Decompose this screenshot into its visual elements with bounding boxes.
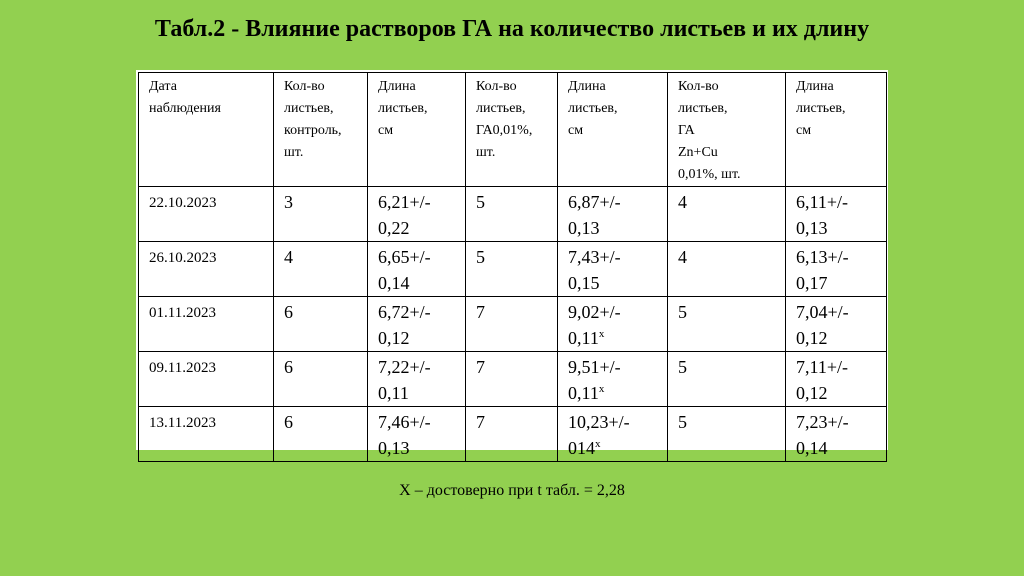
cell-control-length-value: 6,21+/- 0,22 <box>378 192 431 238</box>
header-control-length: Длина листьев, см <box>368 73 466 187</box>
table-row <box>139 352 887 407</box>
header-ga-length: Длина листьев, см <box>558 73 668 187</box>
cell-ga-count-value: 5 <box>476 247 485 267</box>
significance-mark: x <box>598 383 605 395</box>
cell-ga-length <box>558 352 668 407</box>
cell-ga-count-value: 7 <box>476 302 485 322</box>
cell-ga-count-value: 5 <box>476 192 485 212</box>
cell-control-count <box>274 352 368 407</box>
cell-zncu-length <box>786 187 887 242</box>
cell-control-length <box>368 297 466 352</box>
cell-date-value: 13.11.2023 <box>149 415 216 431</box>
cell-date-value: 26.10.2023 <box>149 250 217 266</box>
cell-control-length <box>368 242 466 297</box>
cell-control-count <box>274 187 368 242</box>
cell-ga-count <box>466 242 558 297</box>
cell-control-length-value: 7,46+/- 0,13 <box>378 412 431 458</box>
cell-ga-length-value: 9,51+/- 0,11 <box>568 357 621 403</box>
cell-date <box>139 352 274 407</box>
significance-mark: x <box>595 438 601 450</box>
slide-title: Табл.2 - Влияние растворов ГА на количество листьев и их длину <box>154 16 870 42</box>
cell-ga-length <box>558 187 668 242</box>
table-row <box>139 187 887 242</box>
cell-ga-length <box>558 297 668 352</box>
cell-ga-count-value: 7 <box>476 357 485 377</box>
cell-ga-count <box>466 352 558 407</box>
cell-control-length <box>368 187 466 242</box>
cell-ga-count <box>466 187 558 242</box>
cell-date-value: 09.11.2023 <box>149 360 216 376</box>
table-row <box>139 242 887 297</box>
cell-date <box>139 297 274 352</box>
cell-ga-length-value: 9,02+/- 0,11 <box>568 302 621 348</box>
cell-date <box>139 407 274 462</box>
cell-ga-length-value: 6,87+/- 0,13 <box>568 192 621 238</box>
table-row <box>139 407 887 462</box>
cell-zncu-count <box>668 187 786 242</box>
table-header-row <box>139 73 887 187</box>
cell-control-count-value: 6 <box>284 412 293 432</box>
cell-control-count-value: 3 <box>284 192 293 212</box>
cell-ga-length <box>558 242 668 297</box>
header-ga-count: Кол-во листьев, ГА0,01%, шт. <box>466 73 558 187</box>
cell-zncu-count <box>668 407 786 462</box>
cell-date-value: 01.11.2023 <box>149 305 216 321</box>
cell-zncu-length <box>786 407 887 462</box>
cell-zncu-length <box>786 242 887 297</box>
cell-zncu-length <box>786 297 887 352</box>
cell-control-count <box>274 242 368 297</box>
cell-zncu-count-value: 4 <box>678 192 687 212</box>
cell-date <box>139 242 274 297</box>
cell-zncu-length <box>786 352 887 407</box>
header-date: Дата наблюдения <box>139 73 274 187</box>
table-row <box>139 297 887 352</box>
cell-control-length-value: 6,65+/- 0,14 <box>378 247 431 293</box>
cell-control-length <box>368 352 466 407</box>
cell-control-length-value: 6,72+/- 0,12 <box>378 302 431 348</box>
cell-control-count <box>274 407 368 462</box>
cell-zncu-count <box>668 297 786 352</box>
cell-zncu-length-value: 7,04+/- 0,12 <box>796 302 849 348</box>
cell-ga-length-value: 7,43+/- 0,15 <box>568 247 621 293</box>
significance-mark: x <box>598 328 605 340</box>
cell-control-count-value: 6 <box>284 357 293 377</box>
cell-date <box>139 187 274 242</box>
cell-control-length-value: 7,22+/- 0,11 <box>378 357 431 403</box>
cell-zncu-count-value: 5 <box>678 412 687 432</box>
cell-zncu-count-value: 5 <box>678 302 687 322</box>
table-panel <box>136 70 888 458</box>
cell-zncu-length-value: 7,23+/- 0,14 <box>796 412 849 458</box>
results-table <box>138 72 887 462</box>
header-control-count: Кол-во листьев, контроль, шт. <box>274 73 368 187</box>
cell-ga-length <box>558 407 668 462</box>
cell-zncu-count <box>668 352 786 407</box>
cell-control-length <box>368 407 466 462</box>
cell-ga-count <box>466 297 558 352</box>
header-zncu-count: Кол-во листьев, ГА Zn+Cu 0,01%, шт. <box>668 73 786 187</box>
cell-zncu-length-value: 7,11+/- 0,12 <box>796 357 848 403</box>
cell-zncu-length-value: 6,11+/- 0,13 <box>796 192 848 238</box>
cell-control-count-value: 6 <box>284 302 293 322</box>
cell-control-count <box>274 297 368 352</box>
cell-zncu-count <box>668 242 786 297</box>
footnote: Х – достоверно при t табл. = 2,28 <box>399 482 625 499</box>
cell-zncu-count-value: 5 <box>678 357 687 377</box>
cell-ga-count-value: 7 <box>476 412 485 432</box>
header-zncu-length: Длина листьев, см <box>786 73 887 187</box>
cell-control-count-value: 4 <box>284 247 293 267</box>
cell-zncu-length-value: 6,13+/- 0,17 <box>796 247 849 293</box>
cell-zncu-count-value: 4 <box>678 247 687 267</box>
cell-ga-length-value: 10,23+/- 014 <box>568 412 630 458</box>
cell-date-value: 22.10.2023 <box>149 195 217 211</box>
cell-ga-count <box>466 407 558 462</box>
